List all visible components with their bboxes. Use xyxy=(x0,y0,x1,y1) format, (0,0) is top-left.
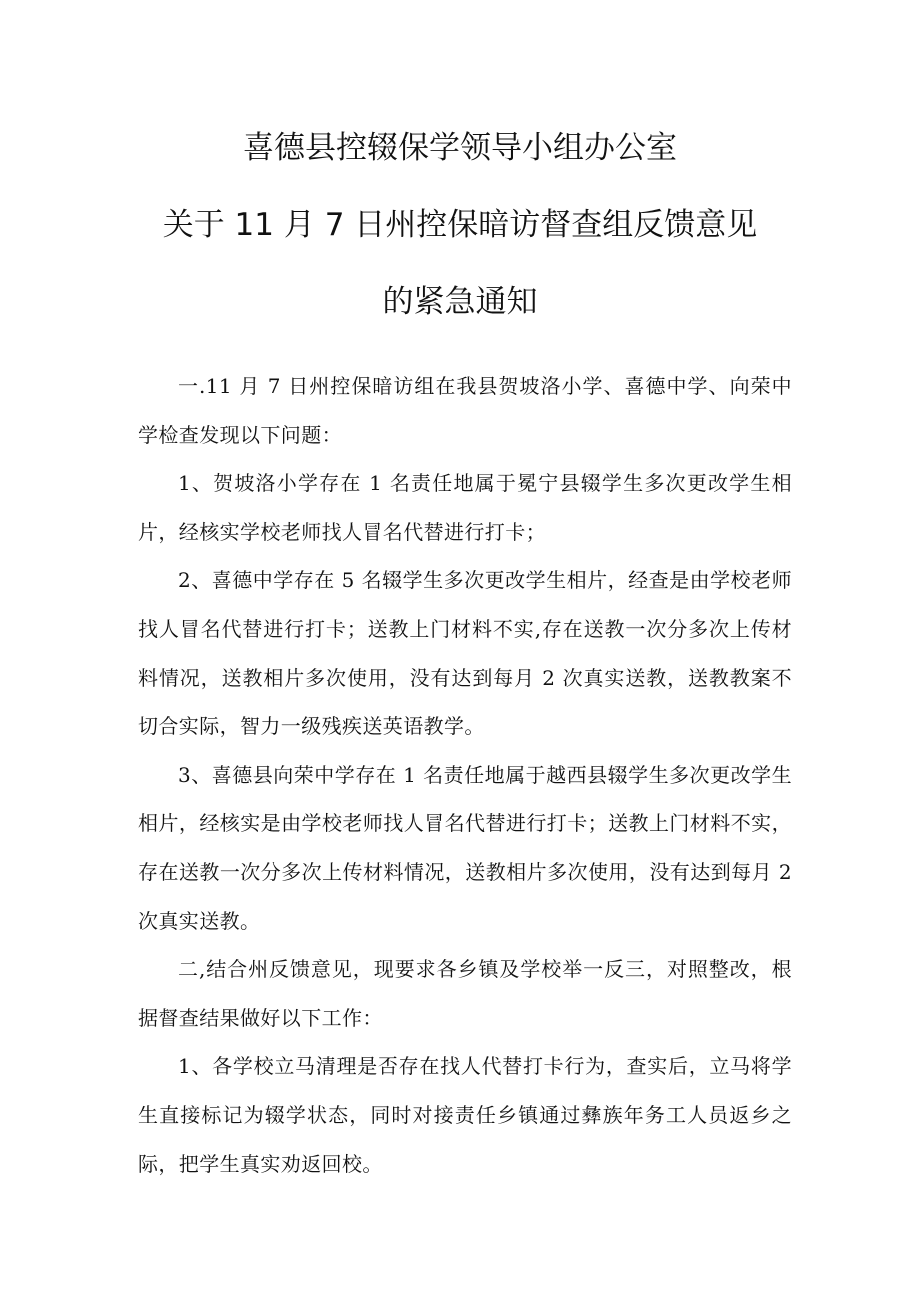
paragraph-item-1: 1、贺坡洛小学存在 1 名责任地属于冕宁县辍学生多次更改学生相片，经核实学校老师找人冒名代替进行打卡； xyxy=(138,471,792,544)
document-body xyxy=(138,362,792,1188)
paragraph-item-2: 2、喜德中学存在 5 名辍学生多次更改学生相片，经查是由学校老师找人冒名代替进行打卡；送教上门材料不实,存在送教一次分多次上传材料情况，送教相片多次使用，没有达到每月 2 次真实送教，送教教案不切合实际，智力一级残疾送英语教学。 xyxy=(138,568,792,739)
title-line-1: 喜德县控辍保学领导小组办公室 xyxy=(243,130,677,166)
title-line-2: 关于 11 月 7 日州控保暗访督查组反馈意见 xyxy=(162,207,758,243)
document-title xyxy=(0,128,920,359)
paragraph-section-2-intro: 二,结合州反馈意见，现要求各乡镇及学校举一反三，对照整改，根据督查结果做好以下工作： xyxy=(138,957,792,1030)
paragraph-section-1-intro: 一.11 月 7 日州控保暗访组在我县贺坡洛小学、喜德中学、向荣中学检查发现以下问题： xyxy=(138,374,792,447)
title-line-3: 的紧急通知 xyxy=(382,284,538,320)
paragraph-task-1: 1、各学校立马清理是否存在找人代替打卡行为，查实后，立马将学生直接标记为辍学状态，同时对接责任乡镇通过彝族年务工人员返乡之际，把学生真实劝返回校。 xyxy=(138,1054,792,1176)
paragraph-item-3: 3、喜德县向荣中学存在 1 名责任地属于越西县辍学生多次更改学生相片，经核实是由学校老师找人冒名代替进行打卡；送教上门材料不实，存在送教一次分多次上传材料情况，送教相片多次使用，没有达到每月 2 次真实送教。 xyxy=(138,762,792,933)
